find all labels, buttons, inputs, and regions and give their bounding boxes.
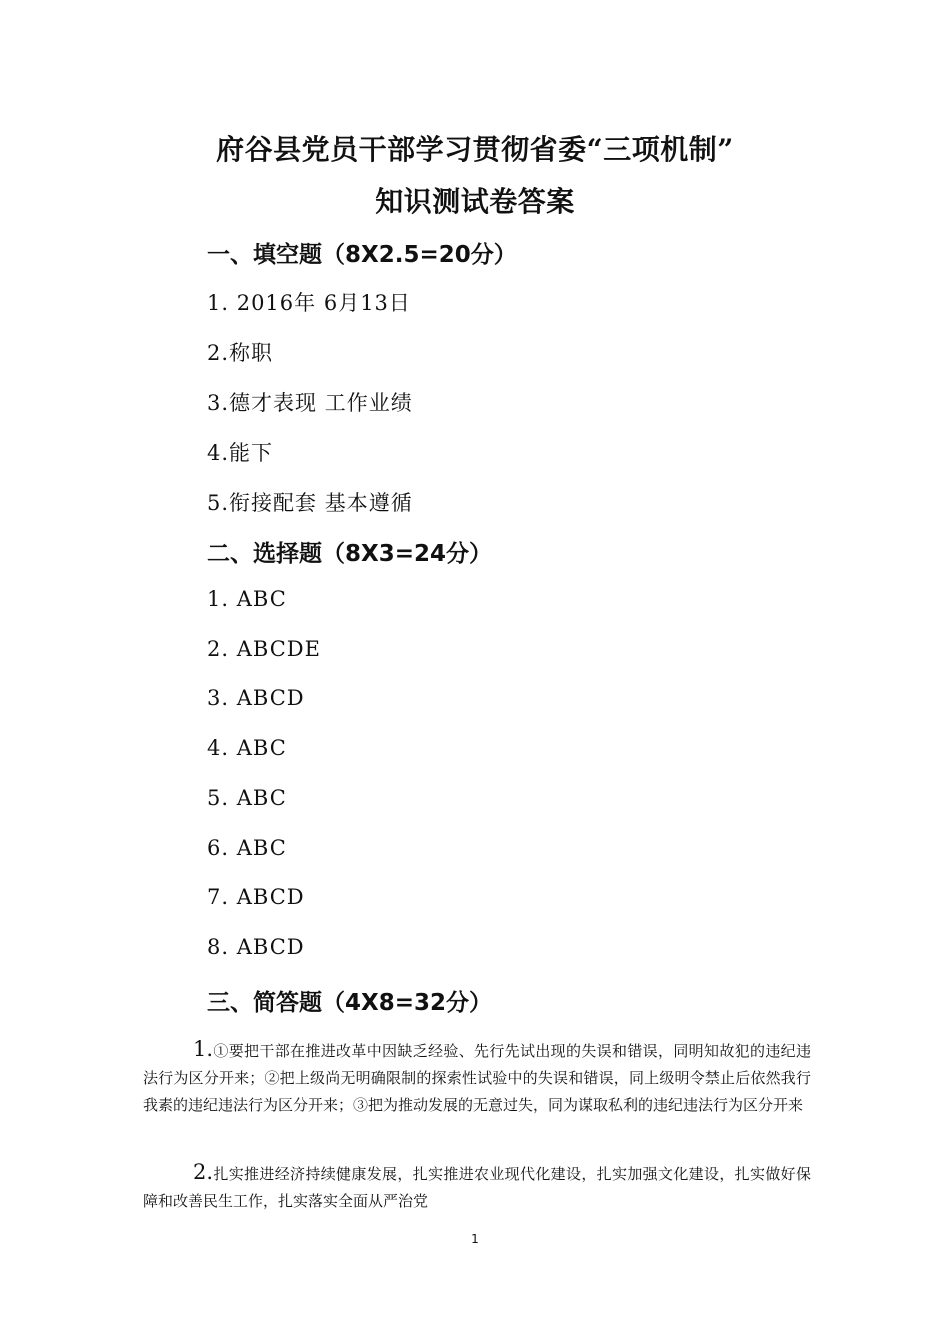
answer-line: 2. ABCDE — [207, 637, 321, 661]
section-heading-fill-blank: 一、填空题（8X2.5=20分） — [207, 242, 517, 268]
page-number: 1 — [471, 1232, 479, 1246]
answer-line: 4.能下 — [207, 441, 274, 465]
paragraph-number: 1. — [193, 1037, 214, 1061]
paragraph-number: 2. — [193, 1160, 214, 1184]
answer-line: 1. ABC — [207, 587, 287, 611]
section-heading-multiple-choice: 二、选择题（8X3=24分） — [207, 541, 493, 567]
answer-line: 4. ABC — [207, 736, 287, 760]
answer-line: 1. 2016年 6月13日 — [207, 291, 411, 315]
paragraph-text: ①要把干部在推进改革中因缺乏经验、先行先试出现的失误和错误，同明知故犯的违纪违法行为区分开来；②把上级尚无明确限制的探索性试验中的失误和错误，同上级明令禁止后依然我行我素的违纪违法行为区分开来；③把为推动发展的无意过失，同为谋取私利的违纪违法行为区分开来 — [143, 1042, 811, 1114]
paragraph-text: 扎实推进经济持续健康发展，扎实推进农业现代化建设，扎实加强文化建设，扎实做好保障和改善民生工作，扎实落实全面从严治党 — [143, 1165, 811, 1210]
answer-line: 3. ABCD — [207, 686, 305, 710]
section-heading-short-answer: 三、简答题（4X8=32分） — [207, 990, 493, 1016]
document-title-line2: 知识测试卷答案 — [375, 185, 575, 218]
answer-line: 5. ABC — [207, 786, 287, 810]
answer-line: 6. ABC — [207, 836, 287, 860]
answer-line: 5.衔接配套 基本遵循 — [207, 491, 413, 515]
answer-line: 3.德才表现 工作业绩 — [207, 391, 413, 415]
short-answer-paragraph — [143, 1036, 811, 1119]
document-title-line1: 府谷县党员干部学习贯彻省委“三项机制” — [216, 133, 734, 166]
answer-line: 7. ABCD — [207, 885, 305, 909]
answer-line: 8. ABCD — [207, 935, 305, 959]
answer-line: 2.称职 — [207, 341, 274, 365]
short-answer-paragraph — [143, 1159, 811, 1215]
